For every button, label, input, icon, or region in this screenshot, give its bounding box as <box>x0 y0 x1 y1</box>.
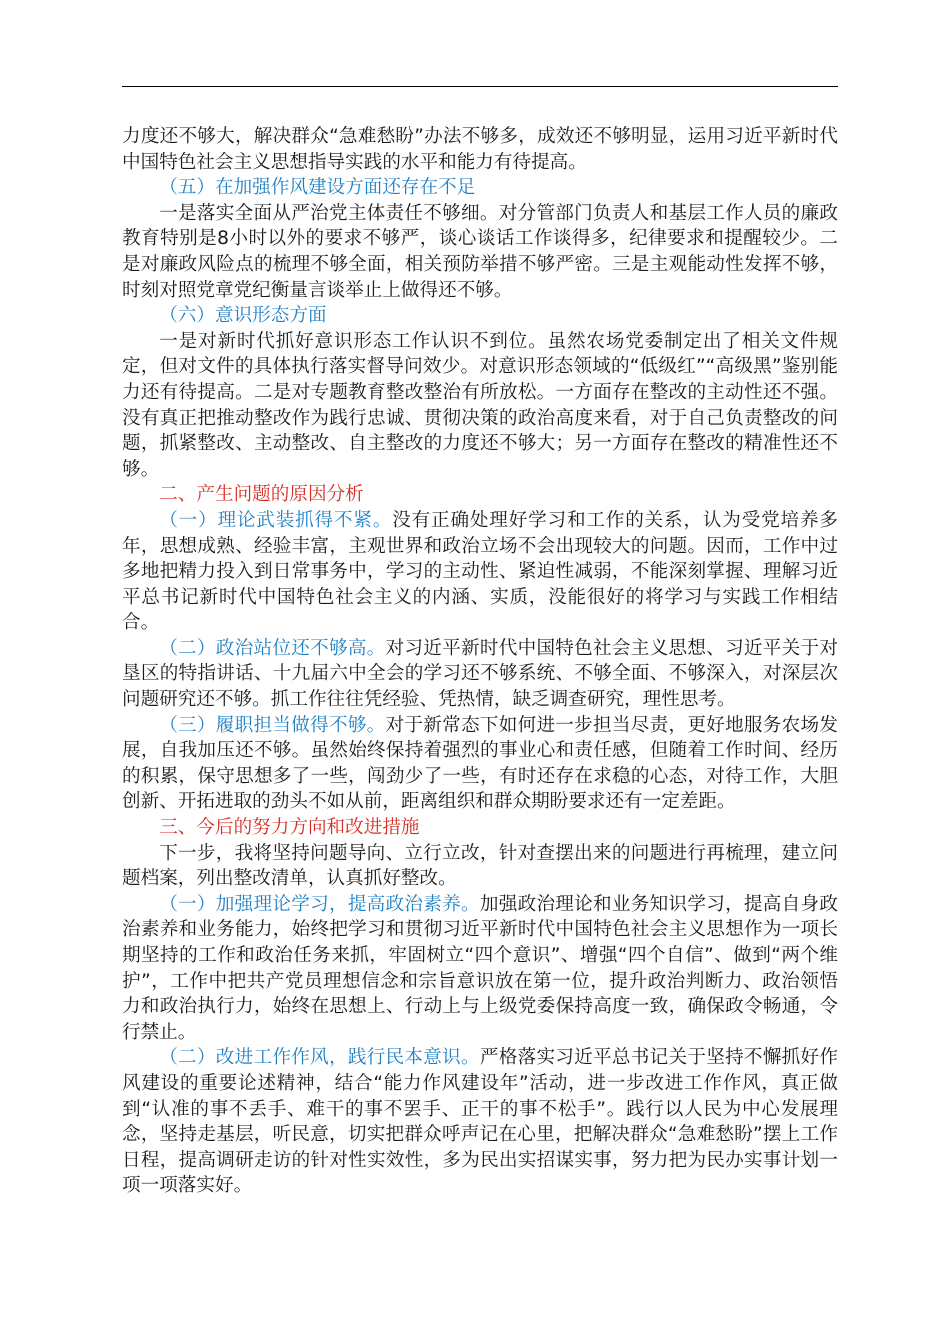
paragraph: 力度还不够大，解决群众“急难愁盼”办法不够多，成效还不够明显，运用习近平新时代中国特色社会主义思想指导实践的水平和能力有待提高。 <box>122 126 838 173</box>
paragraph: （三）履职担当做得不够。对于新常态下如何进一步担当尽责，更好地服务农场发展，自我加压还不够。虽然始终保持着强烈的事业心和责任感，但随着工作时间、经历的积累，保守思想多了一些，闯劲少了一些，有时还存在求稳的心态，对待工作，大胆创新、开拓进取的劲头不如从前，距离组织和群众期盼要求还有一定差距。 <box>122 714 838 813</box>
section-heading-text: 三、今后的努力方向和改进措施 <box>159 817 420 839</box>
header-rule <box>122 86 838 87</box>
subheading-text: （六）意识形态方面 <box>159 305 327 327</box>
inline-heading: （二）政治站位还不够高。 <box>159 637 386 659</box>
paragraph: 一是落实全面从严治党主体责任不够细。对分管部门负责人和基层工作人员的廉政教育特别是8小时以外的要求不够严，谈心谈话工作谈得多，纪律要求和提醒较少。二是对廉政风险点的梳理不够全面，相关预防举措不够严密。三是主观能动性发挥不够，时刻对照党章党纪衡量言谈举止上做得还不够。 <box>122 202 838 301</box>
section-heading <box>122 482 838 508</box>
subheading <box>122 175 838 201</box>
paragraph: （二）政治站位还不够高。对习近平新时代中国特色社会主义思想、习近平关于对垦区的特指讲话、十九届六中全会的学习还不够系统、不够全面、不够深入，对深层次问题研究还不够。抓工作往往凭经验、凭热情，缺乏调查研究，理性思考。 <box>122 637 838 711</box>
paragraph: 下一步，我将坚持问题导向、立行立改，针对查摆出来的问题进行再梳理，建立问题档案，列出整改清单，认真抓好整改。 <box>122 842 838 890</box>
subheading-text: （五）在加强作风建设方面还存在不足 <box>159 177 476 199</box>
inline-heading: （一）加强理论学习，提高政治素养。 <box>159 893 480 915</box>
subheading <box>122 303 838 329</box>
inline-heading: （三）履职担当做得不够。 <box>159 714 386 736</box>
paragraph: 一是对新时代抓好意识形态工作认识不到位。虽然农场党委制定出了相关文件规定，但对文件的具体执行落实督导问效少。对意识形态领域的“低级红”“高级黑”鉴别能力还有待提高。二是对专题教育整改整治有所放松。一方面存在整改的主动性还不强。没有真正把推动整改作为践行忠诚、贯彻决策的政治高度来看，对于自己负责整改的问题，抓紧整改、主动整改、自主整改的力度还不够大；另一方面存在整改的精准性还不够。 <box>122 330 838 480</box>
paragraph: （一）理论武装抓得不紧。没有正确处理好学习和工作的关系，认为受党培养多年，思想成熟、经验丰富，主观世界和政治立场不会出现较大的问题。因而，工作中过多地把精力投入到日常事务中，学习的主动性、紧迫性减弱，不能深刻掌握、理解习近平总书记新时代中国特色社会主义的内涵、实质，没能很好的将学习与实践工作相结合。 <box>122 509 838 634</box>
section-heading <box>122 815 838 841</box>
document-body <box>122 124 838 1199</box>
inline-heading: （一）理论武装抓得不紧。 <box>159 509 393 531</box>
inline-heading: （二）改进工作作风，践行民本意识。 <box>159 1047 480 1069</box>
section-heading-text: 二、产生问题的原因分析 <box>159 484 364 506</box>
paragraph: （二）改进工作作风，践行民本意识。严格落实习近平总书记关于坚持不懈抓好作风建设的重要论述精神，结合“能力作风建设年”活动，进一步改进工作作风，真正做到“认准的事不丢手、难干的事不罢手、正干的事不松手”。践行以人民为中心发展理念，坚持走基层，听民意，切实把群众呼声记在心里，把解决群众“急难愁盼”摆上工作日程，提高调研走访的针对性实效性，多为民出实招谋实事，努力把为民办实事计划一项一项落实好。 <box>122 1047 838 1197</box>
paragraph: （一）加强理论学习，提高政治素养。加强政治理论和业务知识学习，提高自身政治素养和业务能力，始终把学习和贯彻习近平新时代中国特色社会主义思想作为一项长期坚持的工作和政治任务来抓，牢固树立“四个意识”、增强“四个自信”、做到“两个维护”，工作中把共产党员理想信念和宗旨意识放在第一位，提升政治判断力、政治领悟力和政治执行力，始终在思想上、行动上与上级党委保持高度一致，确保政令畅通，令行禁止。 <box>122 893 838 1043</box>
